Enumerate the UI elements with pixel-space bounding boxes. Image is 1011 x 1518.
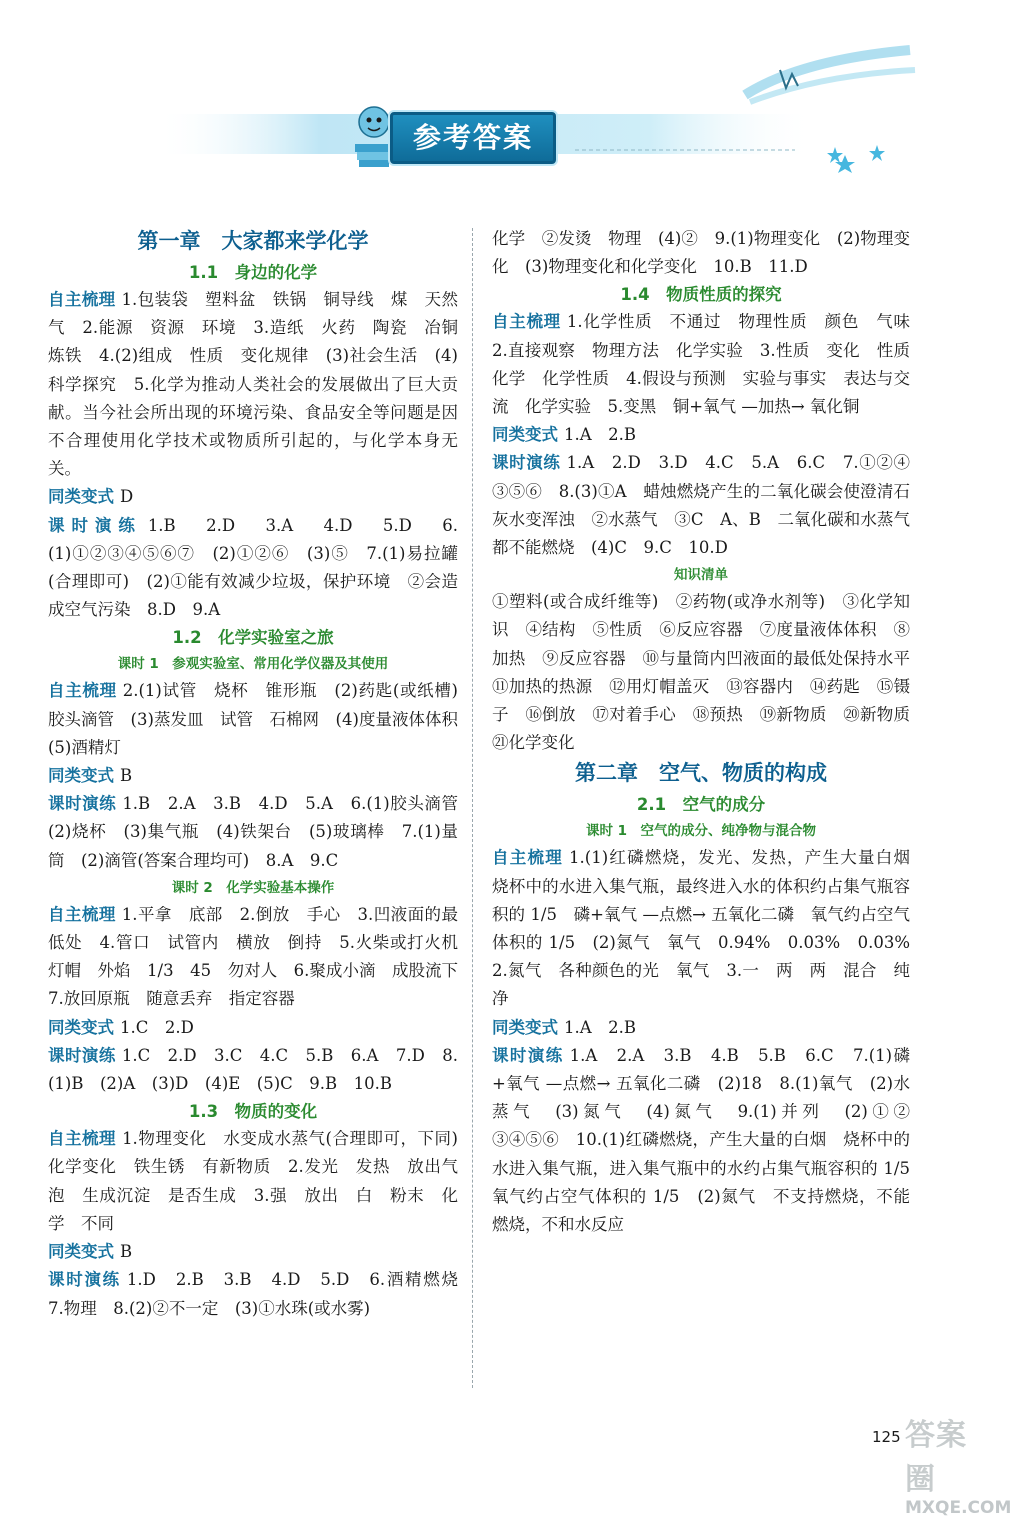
- answer-paragraph: [492, 421, 910, 449]
- lesson-heading: 课时 1 空气的成分、纯净物与混合物: [585, 823, 817, 840]
- answer-label: 课时演练: [48, 794, 117, 814]
- answer-text: 1.B 2.D 3.A 4.D 5.D 6.(1)①②③④⑤⑥⑦ (2)①②⑥ (3)⑤ 7.(1)易拉罐(合理即可) (2)①能有效减少垃圾，保护环境 ②会造成空气污染 8.D 9.A: [48, 515, 459, 620]
- answer-label: 自主梳理: [492, 848, 564, 868]
- answer-paragraph: [48, 901, 475, 1014]
- section-heading: 1.3 物质的变化: [188, 1102, 318, 1122]
- answer-label: 自主梳理: [48, 904, 116, 924]
- answer-text: B: [120, 766, 133, 786]
- answer-label: 自主梳理: [492, 312, 561, 332]
- answer-text: 1.A 2.B: [564, 1017, 637, 1037]
- answer-text: D: [120, 487, 134, 507]
- answer-text: ①塑料(或合成纤维等) ②药物(或净水剂等) ③化学知识 ④结构 ⑤性质 ⑥反应容器 ⑦度量液体体积 ⑧加热 ⑨反应容器 ⑩与量筒内凹液面的最低处保持水平 ⑪加热的热源 ⑫用灯帽盖灭 ⑬容器内 ⑭药匙 ⑮镊子 ⑯倒放 ⑰对着手心 ⑱预热 ⑲新物质 ⑳新物质 ㉑化学变化: [492, 592, 927, 753]
- answer-label: 课时演练: [48, 1270, 121, 1290]
- right-column: [492, 225, 927, 1239]
- answer-paragraph: [492, 449, 927, 562]
- answer-label: 同类变式: [492, 1017, 558, 1037]
- answer-label: 自主梳理: [48, 290, 116, 309]
- answer-paragraph: [492, 844, 927, 1013]
- answer-text: 1.B 2.A 3.B 4.D 5.A 6.(1)胶头滴管 (2)烧杯 (3)集气瓶 (4)铁架台 (5)玻璃棒 7.(1)量筒 (2)滴管(答案合理均可) 8.A 9.C: [48, 794, 475, 870]
- answer-paragraph: [48, 1042, 458, 1098]
- answer-paragraph: [48, 512, 458, 625]
- answer-text: 1.A 2.B: [564, 425, 637, 445]
- answer-text: 化学 ②发烫 物理 (4)② 9.(1)物理变化 (2)物理变化 (3)物理变化和化学变化 10.B 11.D: [492, 229, 910, 277]
- answer-text: 1.C 2.D: [120, 1017, 194, 1037]
- answer-text: 1.(1)红磷燃烧，发光、发热，产生大量白烟 烧杯中的水进入集气瓶，最终进入水的体积约占集气瓶容积的 1/5 磷+氧气 —点燃→ 五氧化二磷 氧气约占空气体积的 1/5 (2)氮气 氧气 0.94% 0.03% 0.03% 2.氮气 各种颜色的光 氧气 3.一 两 两 混合 纯净: [492, 848, 927, 1009]
- answer-text: 1.A 2.D 3.D 4.C 5.A 6.C 7.①②④ ③⑤⑥ 8.(3)①A 蜡烛燃烧产生的二氧化碳会使澄清石灰水变浑浊 ②水蒸气 ③C A、B 二氧化碳和水蒸气都不能燃烧 (4)C 9.C 10.D: [492, 453, 927, 558]
- page-title: 参考答案: [412, 121, 533, 154]
- section-heading: 1.2 化学实验室之旅: [172, 628, 334, 648]
- answer-text: 1.D 2.B 3.B 4.D 5.D 6.酒精燃烧 7.物理 8.(2)②不一定 (3)①水珠(或水雾): [48, 1270, 475, 1318]
- answer-label: 同类变式: [492, 425, 558, 445]
- answer-paragraph: [48, 1014, 458, 1042]
- chapter-heading: 第一章 大家都来学化学: [137, 229, 369, 253]
- section-heading: 2.1 空气的成分: [636, 795, 766, 815]
- answer-label: 自主梳理: [48, 681, 117, 701]
- section-heading: 1.4 物质性质的探究: [620, 285, 782, 305]
- answer-text: 1.平拿 底部 2.倒放 手心 3.凹液面的最低处 4.管口 试管内 横放 倒持 5.火柴或打火机 灯帽 外焰 1/3 45 勿对人 6.聚成小滴 成股流下 7.放回原瓶 随意丢弃 指定容器: [48, 904, 475, 1009]
- answer-text: 1.化学性质 不通过 物理性质 颜色 气味 2.直接观察 物理方法 化学实验 3.性质 变化 性质 化学 化学性质 4.假设与预测 实验与事实 表达与交流 化学实验 5.变黑 铜+氧气 —加热→ 氧化铜: [492, 312, 927, 417]
- answer-paragraph: [492, 308, 927, 421]
- lesson-heading: 知识清单: [674, 567, 728, 584]
- page-number: 125: [872, 1428, 901, 1446]
- lesson-heading: 课时 2 化学实验基本操作: [171, 879, 335, 896]
- left-column: [48, 225, 475, 1323]
- answer-paragraph: [492, 588, 927, 757]
- answer-paragraph: [48, 483, 458, 511]
- answer-paragraph: [48, 1125, 475, 1238]
- answer-label: 同类变式: [48, 487, 114, 507]
- answer-paragraph: [492, 1042, 927, 1239]
- star-icon: [825, 145, 885, 165]
- page-title-box: [390, 112, 556, 164]
- answer-text: 1.物理变化 水变成水蒸气(合理即可，下同) 化学变化 铁生锈 有新物质 2.发光 发热 放出气泡 生成沉淀 是否生成 3.强 放出 白 粉末 化学 不同: [48, 1129, 475, 1233]
- answer-text: B: [120, 1242, 133, 1262]
- answer-paragraph: [492, 225, 910, 281]
- answer-text: 1.C 2.D 3.C 4.C 5.B 6.A 7.D 8.(1)B (2)A (3)D (4)E (5)C 9.B 10.B: [48, 1045, 458, 1094]
- answer-paragraph: [48, 1238, 458, 1266]
- answer-paragraph: [48, 790, 475, 875]
- answer-paragraph: [48, 762, 458, 790]
- answer-paragraph: [48, 1266, 475, 1322]
- answer-label: 课时演练: [492, 453, 561, 473]
- watermark-text: 答案圈: [905, 1418, 967, 1497]
- answer-text: 2.(1)试管 烧杯 锥形瓶 (2)药匙(或纸槽) 胶头滴管 (3)蒸发皿 试管 石棉网 (4)度量液体体积 (5)酒精灯: [48, 681, 475, 757]
- watermark: [905, 1410, 1011, 1518]
- answer-label: 课时演练: [48, 1045, 116, 1065]
- answer-paragraph: [492, 1014, 910, 1042]
- answer-label: 同类变式: [48, 1242, 114, 1262]
- answer-text: 1.A 2.A 3.B 4.B 5.B 6.C 7.(1)磷+氧气 —点燃→ 五氧化二磷 (2)18 8.(1)氧气 (2)水蒸气 (3)氮气 (4)氮气 9.(1)并列 (2)①② ③④⑤⑥ 10.(1)红磷燃烧，产生大量的白烟 烧杯中的水进入集气瓶，进入集气瓶中的水约占集气瓶容积的 1/5 氧气约占空气体积的 1/5 (2)氮气 不支持燃烧，不能燃烧，不和水反应: [492, 1045, 927, 1235]
- chapter-heading: 第二章 空气、物质的构成: [575, 761, 827, 786]
- answer-text: 1.包装袋 塑料盆 铁锅 铜导线 煤 天然气 2.能源 资源 环境 3.造纸 火药 陶瓷 冶铜 炼铁 4.(2)组成 性质 变化规律 (3)社会生活 (4)科学探究 5.化学为推动人类社会的发展做出了巨大贡献。当今社会所出现的环境污染、食品安全等问题是因不合理使用化学技术或物质所引起的，与化学本身无关。: [48, 290, 475, 479]
- lesson-heading: 课时 1 参观实验室、常用化学仪器及其使用: [117, 656, 389, 673]
- section-heading: 1.1 身边的化学: [188, 263, 318, 282]
- answer-paragraph: [48, 286, 475, 483]
- answer-paragraph: [48, 677, 475, 762]
- answer-label: 同类变式: [48, 1017, 114, 1037]
- answer-label: 自主梳理: [48, 1129, 117, 1149]
- answer-label: 同类变式: [48, 766, 114, 786]
- answer-label: 课时演练: [492, 1045, 564, 1065]
- watermark-url: MXQE.COM: [905, 1498, 1011, 1518]
- answer-label: 课时演练: [48, 515, 142, 535]
